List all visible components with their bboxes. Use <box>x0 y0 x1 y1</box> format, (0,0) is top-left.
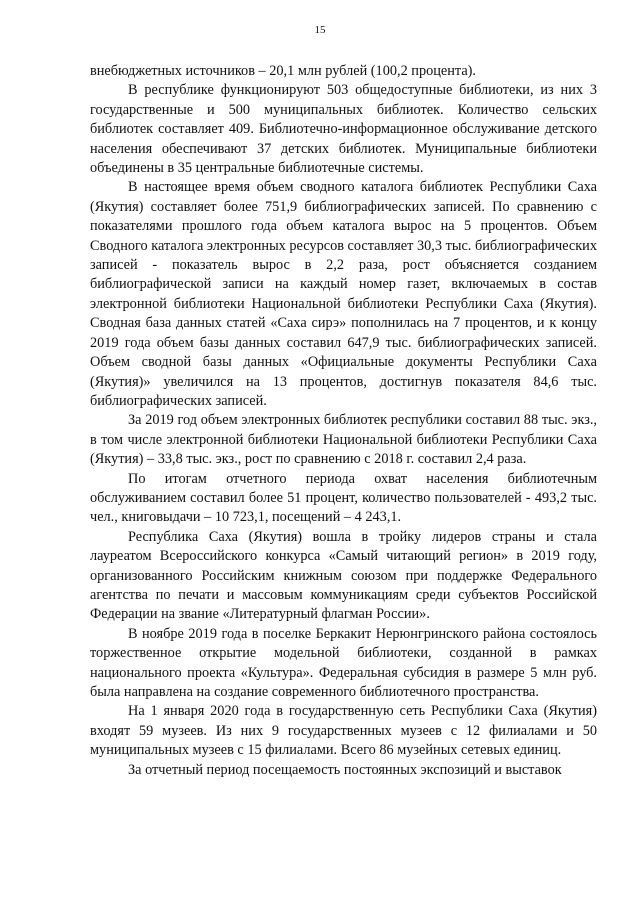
page-number: 15 <box>314 24 326 36</box>
paragraph-7: В ноябре 2019 года в поселке Беркакит Нерюнгринского района состоялось торжественное открытие модельной библиотеки, созданной в рамках национального проекта «Культура». Федеральная субсидия в размере 5 млн руб. была направлена на создание современного библиотечного пространства. <box>90 625 597 700</box>
paragraph-8: На 1 января 2020 года в государственную сеть Республики Саха (Якутия) входят 59 музеев. Из них 9 государственных музеев с 12 филиалами и 50 муниципальных музеев с 15 филиалами. Всего 86 музейных сетевых единиц. <box>90 703 597 759</box>
paragraph-3: В настоящее время объем сводного каталога библиотек Республики Саха (Якутия) составляет более 751,9 библиографических записей. По сравнению с показателями прошлого года объем каталога вырос на 5 процентов. Объем Сводного каталога электронных ресурсов составляет 30,3 тыс. библиографических записей - показатель вырос в 2,2 раза, рост объясняется созданием библиографической записи на каждый номер газет, включаемых в состав электронной библиотеки Национальной библиотеки Республики Саха (Якутия). Сводная база данных статей «Саха сирэ» пополнилась на 7 процентов, и к концу 2019 года объем базы данных составил 647,9 тыс. библиографических записей. Объем сводной базы данных «Официальные документы Республики Саха (Якутия)» увеличился на 13 процентов, достигнув показателя 84,6 тыс. библиографических записей. <box>90 179 597 409</box>
body-text <box>90 62 597 780</box>
paragraph-1: внебюджетных источников – 20,1 млн рублей (100,2 процента). <box>90 63 477 79</box>
paragraph-2: В республике функционируют 503 общедоступные библиотеки, из них 3 государственные и 500 муниципальных библиотек. Количество сельских библиотек составляет 409. Библиотечно-информационное обслуживание детского населения обеспечивают 37 детских библиотек. Муниципальные библиотеки объединены в 35 центральные библиотечные системы. <box>90 82 597 177</box>
paragraph-4: За 2019 год объем электронных библиотек республики составил 88 тыс. экз., в том числе электронной библиотеки Национальной библиотеки Республики Саха (Якутия) – 33,8 тыс. экз., рост по сравнению с 2018 г. составил 2,4 раза. <box>90 412 597 468</box>
paragraph-9: За отчетный период посещаемость постоянных экспозиций и выставок <box>128 761 562 778</box>
paragraph-6: Республика Саха (Якутия) вошла в тройку лидеров страны и стала лауреатом Всероссийского конкурса «Самый читающий регион» в 2019 году, организованного Российским книжным союзом при поддержке Федерального агентства по печати и массовым коммуникациям среди субъектов Российской Федерации на звание «Литературный флагман России». <box>90 528 597 623</box>
paragraph-5: По итогам отчетного периода охват населения библиотечным обслуживанием составил более 51 процент, количество пользователей - 493,2 тыс. чел., книговыдачи – 10 723,1, посещений – 4 243,1. <box>90 470 597 526</box>
